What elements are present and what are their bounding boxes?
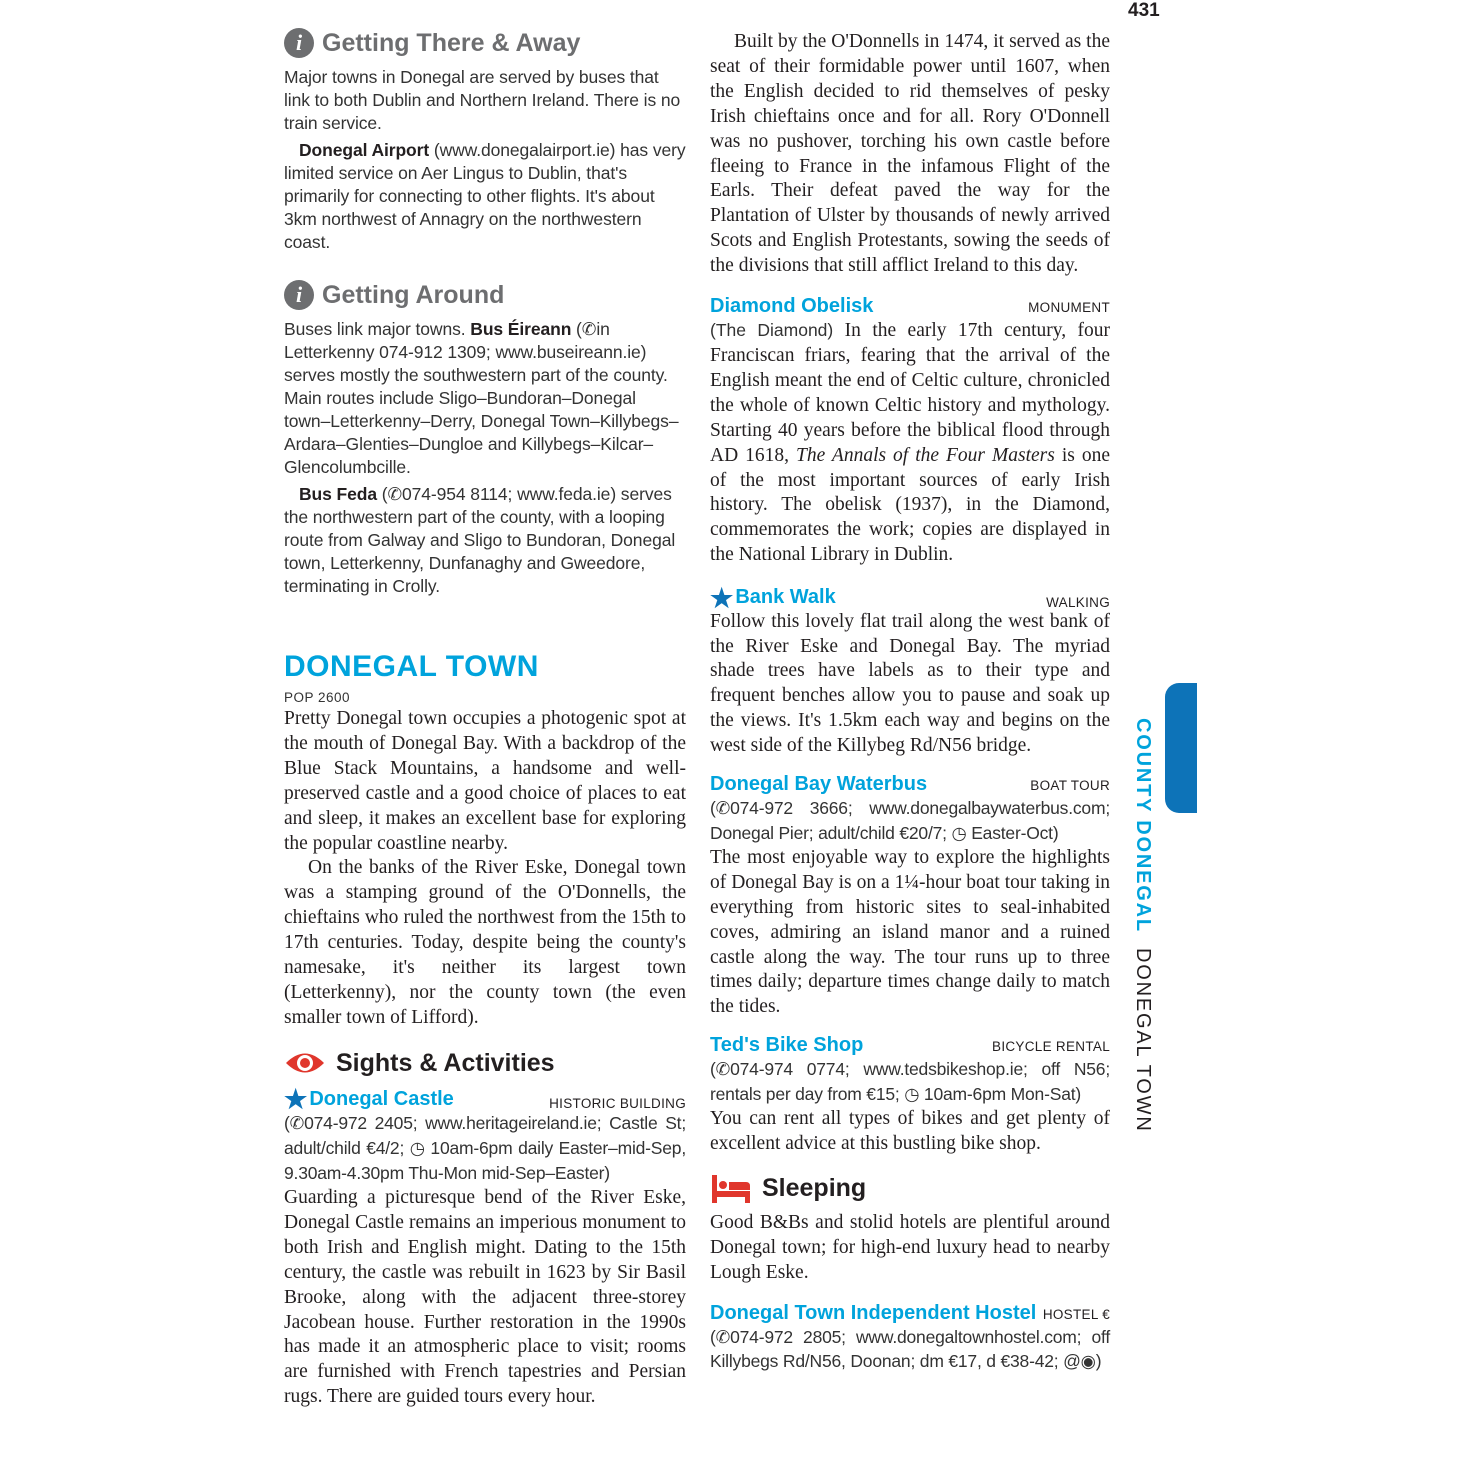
castle-entry-head [284, 1084, 686, 1115]
bike-shop-info: (✆074-974 0774; www.tedsbikeshop.ie; off N56; rentals per day from €15; ◷ 10am-6pm Mon-Sat) [710, 1059, 1110, 1105]
bus-feda-paragraph: Bus Feda (✆074-954 8114; www.feda.ie) serves the northwestern part of the county, with a looping route from Galway and Sligo to Bundoran, Donegal town, Letterkenny, Dunfanaghy and Gweedore, terminating in Crolly. [284, 484, 676, 596]
bank-walk-entry-head [710, 582, 1110, 613]
castle-description: Guarding a picturesque bend of the River Eske, Donegal Castle remains an imperious monument to both Irish and English might. Dating to the 15th century, the castle was rebuilt in 1623 by Sir Basil Brooke, along with the adjacent three-storey Jacobean house. Further restoration in the 1990s has made it an atmospheric place to visit; rooms are furnished with French tapestries and Persian rugs. There are guided tours every hour. [284, 1187, 686, 1408]
bike-shop-entry-head [710, 1034, 1110, 1057]
obelisk-entry-head [710, 295, 1110, 318]
sights-heading: Sights & Activities [284, 1049, 686, 1078]
info-icon: i [284, 28, 314, 58]
star-icon: ★ [284, 1084, 308, 1115]
castle-info: (✆074-972 2405; www.heritageireland.ie; Castle St; adult/child €4/2; ◷ 10am-6pm daily Easter–mid-Sep, 9.30am-4.30pm Thu-Mon mid-Sep–Easter) [284, 1113, 686, 1184]
waterbus-description: The most enjoyable way to explore the highlights of Donegal Bay is on a 1¼-hour boat tour taking in everything from historic sites to seal-inhabited coves, admiring an island manor and a ruined castle along the way. The tour runs up to three times daily; departure times change daily to match the tides. [710, 846, 1110, 1018]
population: POP 2600 [284, 690, 351, 705]
bus-eireann-paragraph: Buses link major towns. Bus Éireann (✆in Letterkenny 074-912 1309; www.buseireann.ie) serves mostly the southwestern part of the county. Main routes include Sligo–Bundoran–Donegal town–Letterkenny–Derry, Donegal Town–Killybegs–Ardara–Glenties–Dungloe and Killybegs–Kilcar–Glencolumbcille. [284, 319, 679, 477]
chapter-tab [1165, 683, 1197, 813]
town-intro: Pretty Donegal town occupies a photogenic spot at the mouth of Donegal Bay. With a backdrop of the Blue Stack Mountains, a handsome and well-preserved castle and a good choice of places to eat and sleep, it makes an excellent base for exploring the popular coastline nearby. [284, 708, 686, 854]
bank-walk-description: Follow this lovely flat trail along the west bank of the River Eske and Donegal Bay. The myriad shade trees have labels as to their type and frequent benches allow you to pause and soak up the views. It's 1.5km each way and begins on the west side of the Killybeg Rd/N56 bridge. [710, 610, 1110, 757]
bank-walk-type: WALKING [1046, 594, 1110, 610]
getting-there-heading: i Getting There & Away [284, 28, 686, 58]
getting-there-intro: Major towns in Donegal are served by buses that link to both Dublin and Northern Ireland. There is no train service. [284, 67, 681, 133]
obelisk-name: Diamond Obelisk [710, 295, 874, 318]
bike-shop-description: You can rent all types of bikes and get plenty of excellent advice at this bustling bike shop. [710, 1108, 1110, 1154]
getting-around-heading: i Getting Around [284, 280, 686, 310]
obelisk-type: MONUMENT [1028, 300, 1110, 316]
waterbus-entry-head [710, 773, 1110, 796]
bed-icon [710, 1173, 752, 1205]
eye-icon [284, 1050, 326, 1076]
sleeping-heading: Sleeping [710, 1173, 1110, 1205]
hostel-type: HOSTEL € [1042, 1306, 1110, 1322]
bike-shop-name: Ted's Bike Shop [710, 1034, 864, 1057]
right-column [710, 30, 1110, 1374]
sleeping-intro: Good B&Bs and stolid hotels are plentiful around Donegal town; for high-end luxury head to nearby Lough Eske. [710, 1211, 1110, 1283]
hostel-name: Donegal Town Independent Hostel [710, 1301, 1037, 1324]
left-column [284, 24, 686, 1410]
castle-name: Donegal Castle [309, 1087, 454, 1110]
airport-paragraph: Donegal Airport (www.donegalairport.ie) has very limited service on Aer Lingus to Dublin, that's primarily for connecting to other flights. It's about 3km northwest of Annagry on the northwestern coast. [284, 140, 686, 252]
castle-history: Built by the O'Donnells in 1474, it served as the seat of their formidable power until 1607, when the English decided to rid themselves of pesky Irish chieftains once and for all. Rory O'Donnell was no pushover, torching his own castle before fleeing to France in the infamous Flight of the Earls. Their defeat paved the way for the Plantation of Ulster by thousands of newly arrived Scots and English Protestants, sowing the seeds of the divisions that still afflict Ireland to this day. [710, 31, 1110, 277]
running-head-vertical [1124, 718, 1154, 1133]
star-icon: ★ [710, 582, 734, 613]
town-history: On the banks of the River Eske, Donegal town was a stamping ground of the O'Donnells, the chieftains who ruled the northwest from the 15th to 17th centuries. Today, despite being the county's namesake, it's neither its largest town (Letterkenny), nor the county town (the even smaller town of Lifford). [284, 857, 686, 1028]
side-county-label: COUNTY DONEGAL [1132, 718, 1154, 933]
hostel-entry-head [710, 1302, 1110, 1325]
obelisk-description: (The Diamond) In the early 17th century, four Franciscan friars, fearing that the arrival of the English meant the end of Celtic culture, chronicled the whole of known Celtic history and mythology. Starting 40 years before the biblical flood through AD 1618, The Annals of the Four Masters is one of the most important sources of early Irish history. The obelisk (1937), in the Diamond, commemorates the work; copies are displayed in the National Library in Dublin. [710, 320, 1110, 566]
hostel-info: (✆074-972 2805; www.donegaltownhostel.com; off Killybegs Rd/N56, Doonan; dm €17, d €38-42; @◉) [710, 1326, 1110, 1372]
bike-shop-type: BICYCLE RENTAL [992, 1039, 1110, 1055]
waterbus-type: BOAT TOUR [1030, 778, 1110, 794]
side-town-label: DONEGAL TOWN [1132, 948, 1154, 1133]
waterbus-info: (✆074-972 3666; www.donegalbaywaterbus.com; Donegal Pier; adult/child €20/7; ◷ Easter-Oct) [710, 798, 1110, 843]
bank-walk-name: Bank Walk [735, 586, 836, 609]
castle-type: HISTORIC BUILDING [549, 1096, 686, 1112]
waterbus-name: Donegal Bay Waterbus [710, 773, 928, 796]
info-icon: i [284, 280, 314, 310]
town-title: DONEGAL TOWN [284, 650, 539, 683]
page-number: 431 [1128, 0, 1160, 21]
